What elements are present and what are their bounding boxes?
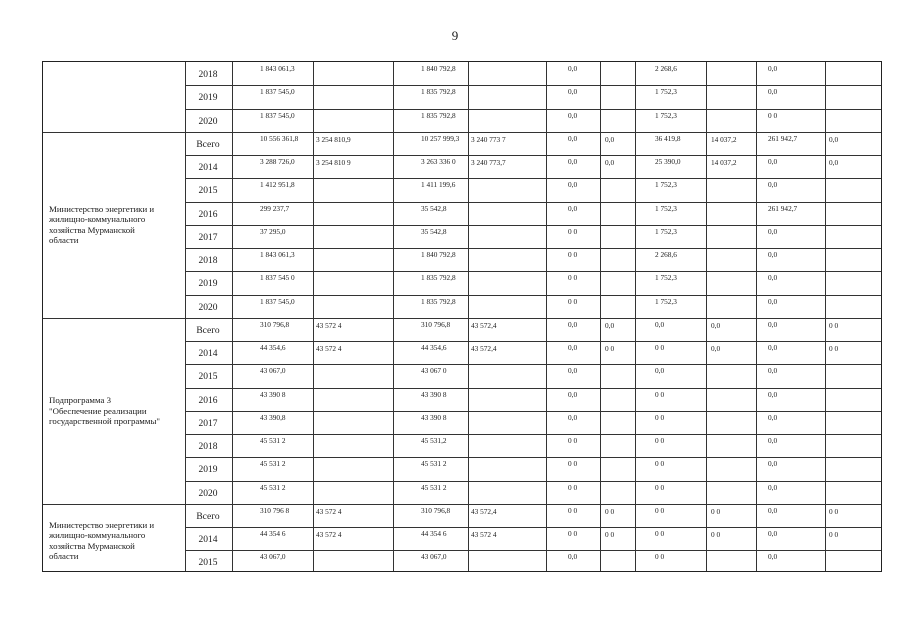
- table-cell: 0,0: [768, 529, 778, 538]
- row-year: 2017: [198, 418, 218, 429]
- table-cell: 0,0: [768, 250, 778, 259]
- table-cell: 0,0: [568, 412, 578, 422]
- table-cell: 1 752,3: [655, 180, 677, 190]
- row-divider: [185, 85, 881, 86]
- table-cell: 44 354 6: [421, 529, 447, 538]
- table-cell: 3 240 773 7: [471, 134, 506, 144]
- table-cell: 0 0: [655, 412, 665, 422]
- table-cell: 0 0: [711, 506, 721, 516]
- table-cell: 0 0: [768, 110, 778, 120]
- row-year: 2020: [198, 116, 218, 127]
- table-cell: 43 390 8: [260, 389, 286, 399]
- section-divider: [43, 318, 881, 319]
- table-cell: 1 837 545,0: [260, 87, 295, 97]
- table-cell: 10 556 361,8: [260, 133, 299, 143]
- table-cell: 44 354 6: [260, 529, 286, 538]
- table-cell: 0 0: [655, 343, 665, 352]
- table-cell: 44 354,6: [260, 343, 286, 352]
- table-cell: 0,0: [768, 319, 778, 329]
- column-divider: [600, 62, 601, 571]
- table-cell: 0 0: [829, 506, 839, 516]
- table-cell: 0 0: [655, 389, 665, 399]
- section-label: Министерство энергетики и жилищно-коммунального хозяйства Мурманской области: [49, 519, 155, 562]
- table-cell: 0,0: [768, 64, 778, 73]
- row-year: 2014: [198, 535, 218, 545]
- table-cell: 0,0: [568, 319, 578, 329]
- table-cell: 2 268,6: [655, 64, 677, 73]
- table-cell: 1 752,3: [655, 87, 677, 97]
- table-cell: 0 0: [655, 459, 665, 469]
- column-divider: [546, 62, 547, 571]
- table-cell: 0 0: [711, 530, 721, 539]
- table-cell: 0 0: [568, 482, 578, 492]
- table-cell: 1 835 792,8: [421, 110, 456, 120]
- row-divider: [185, 178, 881, 179]
- row-divider: [185, 202, 881, 203]
- table-cell: 0 0: [655, 505, 665, 515]
- table-cell: 0,0: [568, 366, 578, 376]
- row-year: 2017: [198, 232, 218, 243]
- table-cell: 43 572,4: [471, 320, 497, 330]
- row-year: 2019: [198, 279, 218, 290]
- page-number: 9: [451, 28, 459, 43]
- table-cell: 0 0: [605, 506, 615, 516]
- table-cell: 10 257 999,3: [421, 133, 460, 143]
- table-cell: 0,0: [568, 389, 578, 399]
- table-cell: 3 240 773,7: [471, 158, 506, 167]
- table-cell: 0 0: [829, 530, 839, 539]
- table-cell: 0 0: [568, 459, 578, 469]
- table-cell: 14 037,2: [711, 134, 737, 144]
- table-cell: 0,0: [768, 482, 778, 492]
- table-cell: 43 390 8: [421, 412, 447, 422]
- table-cell: 0,0: [768, 343, 778, 352]
- table-cell: 35 542,8: [421, 203, 447, 213]
- table-cell: 45 531 2: [421, 459, 447, 469]
- table-cell: 0,0: [605, 134, 615, 144]
- row-year: Всего: [196, 139, 220, 150]
- row-year: Всего: [196, 325, 220, 336]
- table-cell: 14 037,2: [711, 158, 737, 167]
- table-cell: 43 067,0: [260, 366, 286, 376]
- table-cell: 0,0: [568, 87, 578, 97]
- table-cell: 0 0: [655, 552, 665, 562]
- table-cell: 0,0: [711, 320, 721, 330]
- row-year: 2016: [198, 209, 218, 220]
- table-cell: 0,0: [568, 552, 578, 562]
- column-divider: [393, 62, 394, 571]
- table-cell: 0,0: [768, 459, 778, 469]
- table-cell: 261 942,7: [768, 133, 798, 143]
- table-cell: 310 796,8: [421, 319, 451, 329]
- column-divider: [756, 62, 757, 571]
- table-cell: 0,0: [829, 158, 839, 167]
- row-year: Всего: [196, 511, 220, 522]
- table-cell: 1 835 792,8: [421, 296, 456, 306]
- table-cell: 3 288 726,0: [260, 157, 295, 166]
- table-cell: 1 843 061,3: [260, 64, 295, 73]
- table-cell: 1 843 061,3: [260, 250, 295, 259]
- table-cell: 0,0: [768, 226, 778, 236]
- table-cell: 0 0: [568, 273, 578, 283]
- table-cell: 2 268,6: [655, 250, 677, 259]
- row-divider: [185, 295, 881, 296]
- table-cell: 1 752,3: [655, 273, 677, 283]
- table-cell: 1 837 545,0: [260, 110, 295, 120]
- section-divider: [43, 132, 881, 133]
- table-cell: 0,0: [768, 552, 778, 562]
- table-cell: 36 419,8: [655, 133, 681, 143]
- table-cell: 0,0: [768, 412, 778, 422]
- row-divider: [185, 248, 881, 249]
- table-cell: 0,0: [768, 273, 778, 283]
- row-divider: [185, 388, 881, 389]
- column-divider: [706, 62, 707, 571]
- table-cell: 0,0: [768, 436, 778, 445]
- table-cell: 0 0: [655, 436, 665, 445]
- table-cell: 43 572,4: [471, 344, 497, 353]
- table-cell: 0 0: [829, 320, 839, 330]
- row-divider: [185, 225, 881, 226]
- table-cell: 0,0: [568, 157, 578, 166]
- table-cell: 0,0: [829, 134, 839, 144]
- table-cell: 0 0: [568, 296, 578, 306]
- column-divider: [468, 62, 469, 571]
- table-cell: 0 0: [655, 529, 665, 538]
- row-year: 2014: [198, 349, 218, 359]
- table-cell: 0,0: [768, 157, 778, 166]
- table-cell: 1 835 792,8: [421, 87, 456, 97]
- budget-table: [42, 61, 882, 572]
- table-cell: 0,0: [605, 158, 615, 167]
- table-cell: 43 572 4: [316, 320, 342, 330]
- table-cell: 0,0: [568, 64, 578, 73]
- row-year: 2015: [198, 186, 218, 197]
- table-cell: 3 254 810,9: [316, 134, 351, 144]
- column-divider: [232, 62, 233, 571]
- row-divider: [185, 109, 881, 110]
- table-cell: 1 411 199,6: [421, 180, 456, 190]
- table-cell: 299 237,7: [260, 203, 290, 213]
- table-cell: 0 0: [568, 529, 578, 538]
- table-cell: 0 0: [568, 226, 578, 236]
- table-cell: 0 0: [568, 250, 578, 259]
- column-divider: [313, 62, 314, 571]
- row-year: 2020: [198, 488, 218, 499]
- row-year: 2019: [198, 465, 218, 476]
- table-cell: 35 542,8: [421, 226, 447, 236]
- row-year: 2018: [198, 70, 218, 80]
- table-cell: 45 531 2: [421, 482, 447, 492]
- table-cell: 45 531,2: [421, 436, 447, 445]
- table-cell: 1 840 792,8: [421, 250, 456, 259]
- table-cell: 0,0: [768, 366, 778, 376]
- table-cell: 0,0: [768, 296, 778, 306]
- row-divider: [185, 411, 881, 412]
- table-cell: 0,0: [568, 133, 578, 143]
- table-cell: 37 295,0: [260, 226, 286, 236]
- row-divider: [185, 457, 881, 458]
- table-cell: 1 837 545,0: [260, 296, 295, 306]
- row-year: 2018: [198, 256, 218, 266]
- row-year: 2019: [198, 93, 218, 104]
- table-cell: 1 840 792,8: [421, 64, 456, 73]
- section-label: Министерство энергетики и жилищно-коммунального хозяйства Мурманской области: [49, 203, 155, 246]
- row-divider: [185, 527, 881, 528]
- table-cell: 1 837 545 0: [260, 273, 295, 283]
- section-divider: [43, 504, 881, 505]
- table-cell: 1 752,3: [655, 110, 677, 120]
- table-cell: 0,0: [605, 320, 615, 330]
- table-cell: 43 572 4: [316, 506, 342, 516]
- table-cell: 0 0: [605, 530, 615, 539]
- table-cell: 1 752,3: [655, 203, 677, 213]
- table-cell: 0,0: [711, 344, 721, 353]
- table-cell: 1 835 792,8: [421, 273, 456, 283]
- table-cell: 25 390,0: [655, 157, 681, 166]
- table-cell: 0 0: [829, 344, 839, 353]
- table-cell: 0,0: [655, 319, 665, 329]
- table-cell: 0,0: [568, 110, 578, 120]
- table-cell: 0 0: [568, 436, 578, 445]
- table-cell: 45 531 2: [260, 459, 286, 469]
- table-cell: 1 752,3: [655, 296, 677, 306]
- table-cell: 1 412 951,8: [260, 180, 295, 190]
- row-year: 2016: [198, 395, 218, 406]
- row-divider: [185, 155, 881, 156]
- table-cell: 0 0: [605, 344, 615, 353]
- table-cell: 43 572 4: [316, 344, 342, 353]
- table-cell: 310 796 8: [260, 505, 290, 515]
- table-cell: 43 390 8: [421, 389, 447, 399]
- table-cell: 44 354,6: [421, 343, 447, 352]
- table-cell: 45 531 2: [260, 436, 286, 445]
- table-cell: 43 572 4: [471, 530, 497, 539]
- row-year: 2018: [198, 442, 218, 452]
- table-cell: 0 0: [655, 482, 665, 492]
- row-divider: [185, 550, 881, 551]
- table-cell: 0,0: [655, 366, 665, 376]
- table-cell: 43 067,0: [421, 552, 447, 562]
- table-cell: 43 067,0: [260, 552, 286, 562]
- table-cell: 0,0: [768, 180, 778, 190]
- table-cell: 43 067 0: [421, 366, 447, 376]
- table-cell: 3 254 810 9: [316, 158, 351, 167]
- row-year: 2015: [198, 372, 218, 383]
- section-label: Подпрограмма 3 "Обеспечение реализации государственной программы": [49, 395, 160, 426]
- row-year: 2020: [198, 302, 218, 313]
- column-divider: [825, 62, 826, 571]
- row-divider: [185, 364, 881, 365]
- table-cell: 3 263 336 0: [421, 157, 456, 166]
- table-cell: 0,0: [568, 343, 578, 352]
- table-cell: 45 531 2: [260, 482, 286, 492]
- table-cell: 310 796,8: [421, 505, 451, 515]
- table-cell: 43 572,4: [471, 506, 497, 516]
- table-cell: 0,0: [768, 505, 778, 515]
- row-divider: [185, 481, 881, 482]
- row-year: 2014: [198, 163, 218, 173]
- table-cell: 43 572 4: [316, 530, 342, 539]
- table-cell: 0,0: [568, 180, 578, 190]
- table-cell: 310 796,8: [260, 319, 290, 329]
- row-divider: [185, 341, 881, 342]
- row-divider: [185, 271, 881, 272]
- table-cell: 0,0: [568, 203, 578, 213]
- table-cell: 0,0: [768, 87, 778, 97]
- table-cell: 1 752,3: [655, 226, 677, 236]
- table-cell: 0,0: [768, 389, 778, 399]
- table-cell: 0 0: [568, 505, 578, 515]
- row-year: 2015: [198, 558, 218, 569]
- row-divider: [185, 434, 881, 435]
- column-divider: [635, 62, 636, 571]
- table-cell: 261 942,7: [768, 203, 798, 213]
- table-cell: 43 390,8: [260, 412, 286, 422]
